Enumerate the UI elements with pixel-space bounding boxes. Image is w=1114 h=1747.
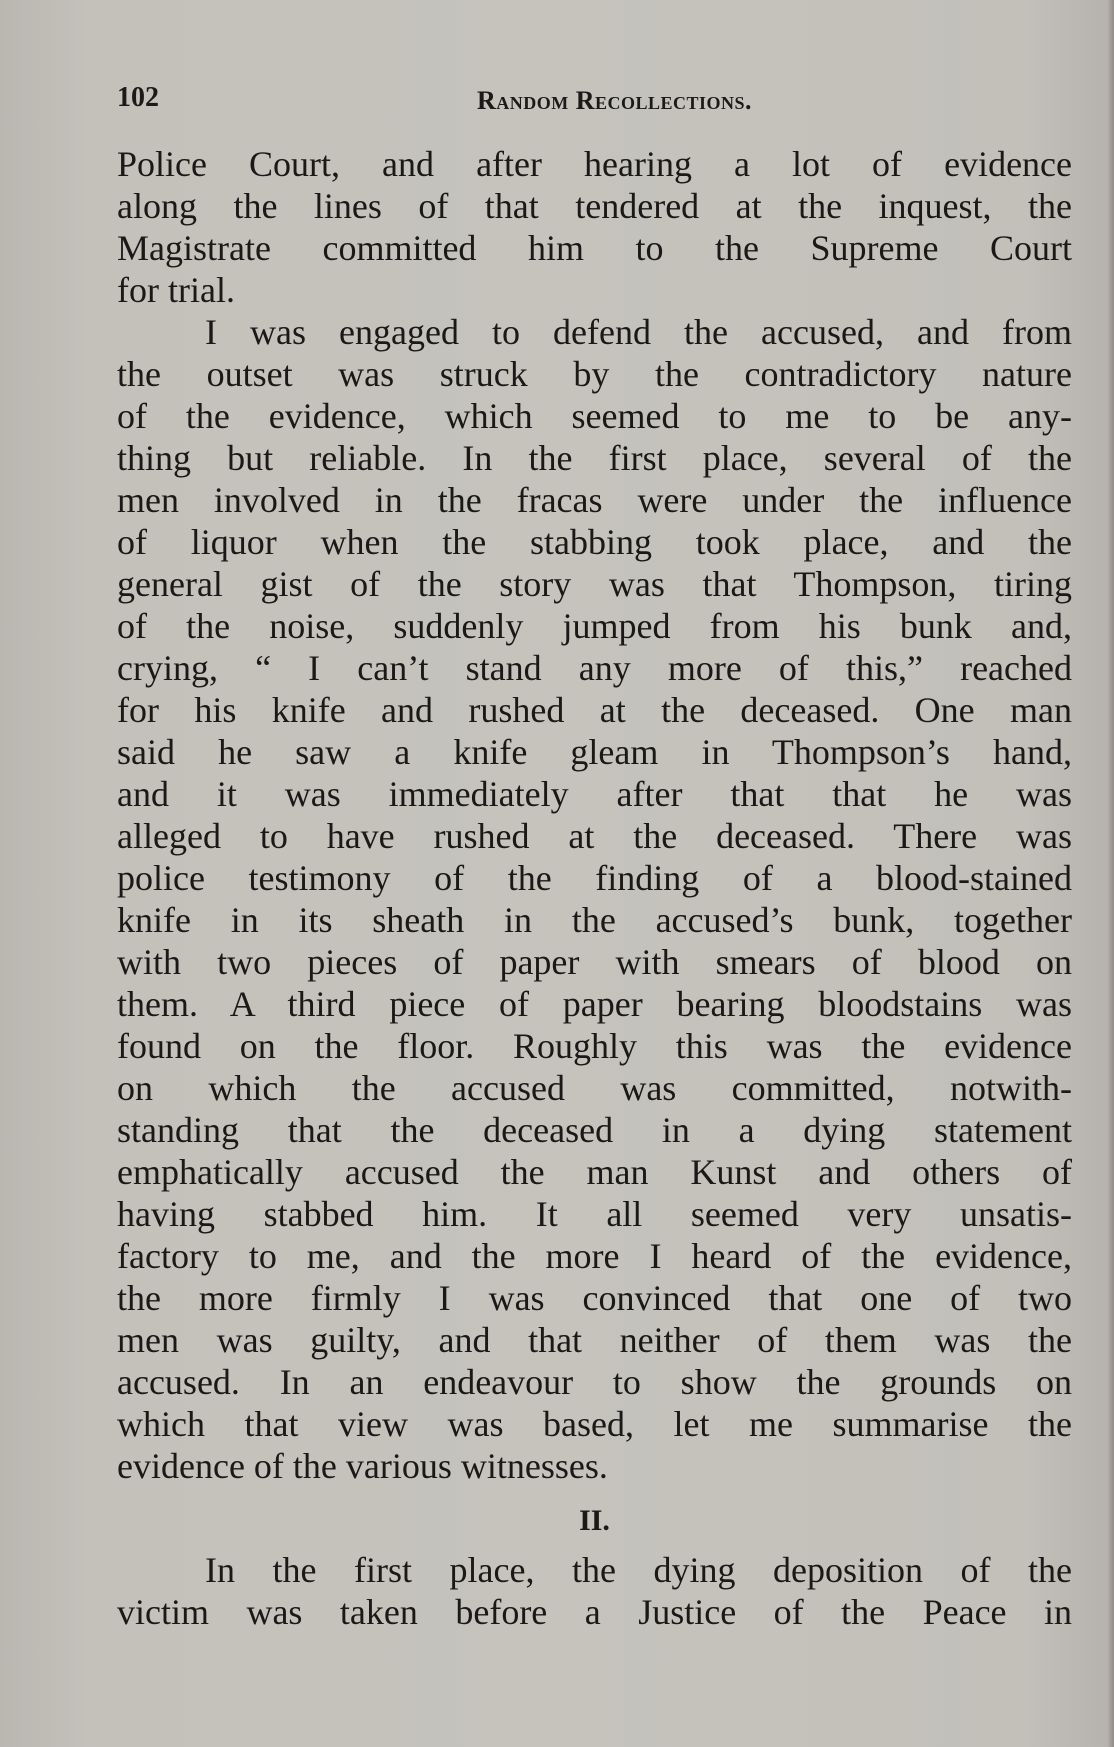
text-line: police testimony of the finding of a blood-stained — [117, 858, 1072, 898]
text-line: and it was immediately after that that he was — [117, 774, 1072, 814]
text-line: the more firmly I was convinced that one of two — [117, 1278, 1072, 1318]
text-line: Magistrate committed him to the Supreme Court — [117, 228, 1072, 268]
text-line: thing but reliable. In the first place, several of the — [117, 438, 1072, 478]
text-line: them. A third piece of paper bearing bloodstains was — [117, 984, 1072, 1024]
text-line: emphatically accused the man Kunst and others of — [117, 1152, 1072, 1192]
text-line: of liquor when the stabbing took place, and the — [117, 522, 1072, 562]
paragraph-2 — [117, 311, 1072, 1487]
body-text — [117, 143, 1072, 1633]
text-line: Police Court, and after hearing a lot of evidence — [117, 144, 1072, 184]
text-line: crying, “ I can’t stand any more of this,” reached — [117, 648, 1072, 688]
text-line: accused. In an endeavour to show the grounds on — [117, 1362, 1072, 1402]
text-line: standing that the deceased in a dying statement — [117, 1110, 1072, 1150]
text-line: on which the accused was committed, notwith- — [117, 1068, 1072, 1108]
text-line: of the evidence, which seemed to me to be any- — [117, 396, 1072, 436]
page-edge-shadow — [1108, 0, 1114, 1747]
text-line: men involved in the fracas were under the influence — [117, 480, 1072, 520]
text-line: said he saw a knife gleam in Thompson’s hand, — [117, 732, 1072, 772]
text-line: In the first place, the dying deposition of the — [205, 1550, 1072, 1590]
text-line: of the noise, suddenly jumped from his bunk and, — [117, 606, 1072, 646]
text-line: alleged to have rushed at the deceased. There was — [117, 816, 1072, 856]
text-line: knife in its sheath in the accused’s bunk, together — [117, 900, 1072, 940]
text-line: having stabbed him. It all seemed very unsatis- — [117, 1194, 1072, 1234]
running-head: Random Recollections. — [476, 86, 753, 115]
text-line: evidence of the various witnesses. — [117, 1446, 608, 1486]
page-number: 102 — [117, 82, 159, 113]
text-line: which that view was based, let me summarise the — [117, 1404, 1072, 1444]
text-line: men was guilty, and that neither of them was the — [117, 1320, 1072, 1360]
text-line: general gist of the story was that Thompson, tiring — [117, 564, 1072, 604]
paragraph-1 — [117, 143, 1072, 311]
page-header — [117, 82, 1072, 122]
paragraph-3 — [117, 1549, 1072, 1633]
text-line: victim was taken before a Justice of the Peace in — [117, 1592, 1072, 1632]
text-line: found on the floor. Roughly this was the evidence — [117, 1026, 1072, 1066]
text-line: for his knife and rushed at the deceased. One man — [117, 690, 1072, 730]
text-line: factory to me, and the more I heard of the evidence, — [117, 1236, 1072, 1276]
text-line: along the lines of that tendered at the inquest, the — [117, 186, 1072, 226]
text-line: with two pieces of paper with smears of blood on — [117, 942, 1072, 982]
text-line: the outset was struck by the contradictory nature — [117, 354, 1072, 394]
text-line: for trial. — [117, 270, 235, 310]
section-heading: II. — [579, 1504, 610, 1537]
text-line: I was engaged to defend the accused, and from — [205, 312, 1072, 352]
